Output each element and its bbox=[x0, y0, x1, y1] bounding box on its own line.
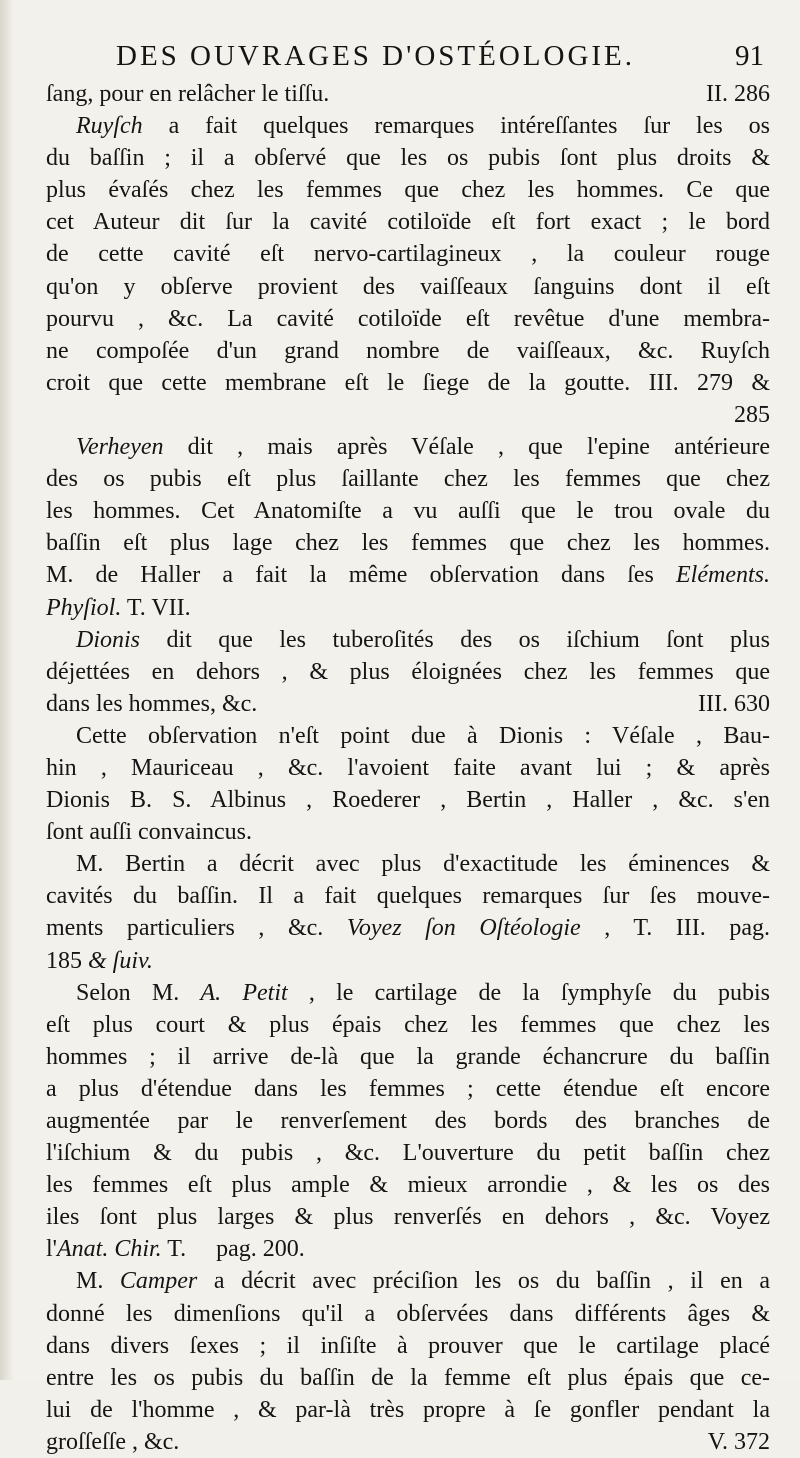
text-line: pourvu , &c. La cavité cotiloïde eſt revêtue d'une membra- bbox=[46, 305, 770, 332]
text-line: ments particuliers , &c. Voyez ſon Oſtéologie , T. III. pag. bbox=[46, 915, 770, 942]
text-line: les hommes. Cet Anatomiſte a vu auſſi que le trou ovale du bbox=[46, 498, 770, 525]
text-line: augmentée par le renverſement des bords des branches de bbox=[46, 1108, 770, 1134]
text-line: l'iſchium & du pubis , &c. L'ouverture du petit baſſin chez bbox=[46, 1140, 770, 1167]
volume-reference: V. 372 bbox=[707, 1428, 770, 1455]
text-line: groſſeſſe , &c. V. 372 bbox=[46, 1426, 770, 1458]
page-number: 91 bbox=[735, 40, 764, 72]
text-line: plus évaſés chez les femmes que chez les hommes. Ce que bbox=[46, 177, 770, 204]
text-line: 185 & ſuiv. bbox=[46, 947, 153, 974]
text-line: cet Auteur dit ſur la cavité cotiloïde eſt fort exact ; le bord bbox=[46, 209, 770, 236]
text-line: Dionis dit que les tuberoſités des os iſchium ſont plus bbox=[76, 626, 770, 653]
author-name: A. Petit bbox=[200, 979, 288, 1006]
volume-reference: II. 286 bbox=[706, 81, 770, 107]
text-line: entre les os pubis du baſſin de la femme eſt plus épais que ce- bbox=[46, 1364, 770, 1391]
text-line: donné les dimenſions qu'il a obſervées dans différents âges & bbox=[46, 1300, 770, 1327]
text-line: Phyſiol. T. VII. bbox=[46, 594, 191, 621]
text-line: Cette obſervation n'eſt point due à Dionis : Véſale , Bau- bbox=[76, 722, 770, 749]
text-line: iles ſont plus larges & plus renverſés en dehors , &c. Voyez bbox=[46, 1204, 770, 1231]
text-line: a plus d'étendue dans les femmes ; cette étendue eſt encore bbox=[46, 1075, 770, 1102]
text-line: hin , Mauriceau , &c. l'avoient faite avant lui ; & après bbox=[46, 754, 770, 781]
page-header bbox=[0, 38, 800, 82]
author-name: Ruyſch bbox=[76, 113, 143, 140]
text-line: Verheyen dit , mais après Véſale , que l'epine antérieure bbox=[76, 434, 770, 461]
text-line: dans les hommes, &c. III. 630 bbox=[46, 688, 770, 720]
text-line: déjettées en dehors , & plus éloignées chez les femmes que bbox=[46, 658, 770, 685]
text-line: ſang, pour en relâcher le tiſſu. II. 286 bbox=[46, 78, 770, 110]
text-line: M. Bertin a décrit avec plus d'exactitude les éminences & bbox=[76, 851, 770, 878]
text-line: qu'on y obſerve provient des vaiſſeaux ſanguins dont il eſt bbox=[46, 273, 770, 300]
text-line: ſont auſſi convaincus. bbox=[46, 819, 252, 846]
text-line: Ruyſch a fait quelques remarques intéreſſantes ſur les os bbox=[76, 113, 770, 140]
text-line: du baſſin ; il a obſervé que les os pubis ſont plus droits & bbox=[46, 145, 770, 172]
text-line: Dionis B. S. Albinus , Roederer , Bertin , Haller , &c. s'en bbox=[46, 787, 770, 814]
text-line: l'Anat. Chir. T. pag. 200. bbox=[46, 1236, 305, 1263]
text-line: baſſin eſt plus lage chez les femmes que chez les hommes. bbox=[46, 530, 770, 557]
text-line: lui de l'homme , & par-là très propre à ſe gonfler pendant la bbox=[46, 1396, 770, 1423]
text-line: les femmes eſt plus ample & mieux arrondie , & les os des bbox=[46, 1172, 770, 1199]
text-line: de cette cavité eſt nervo-cartilagineux , la couleur rouge bbox=[46, 241, 770, 268]
running-title: DES OUVRAGES D'OSTÉOLOGIE. bbox=[116, 40, 636, 72]
author-name: Verheyen bbox=[76, 434, 164, 461]
volume-reference: 285 bbox=[734, 401, 770, 428]
text-line: cavités du baſſin. Il a fait quelques remarques ſur ſes mouve- bbox=[46, 883, 770, 910]
text-line: croit que cette membrane eſt le ſiege de la goutte. III. 279 & bbox=[46, 369, 770, 396]
page-gutter-shadow bbox=[0, 0, 14, 1380]
text-line: M. de Haller a fait la même obſervation dans ſes Eléments. bbox=[46, 562, 770, 589]
text-line: eſt plus court & plus épais chez les femmes que chez les bbox=[46, 1011, 770, 1038]
volume-reference: III. 630 bbox=[698, 690, 770, 717]
text-line bbox=[46, 399, 770, 431]
author-name: Camper bbox=[119, 1268, 198, 1295]
text-line: ne compoſée d'un grand nombre de vaiſſeaux, &c. Ruyſch bbox=[46, 337, 770, 364]
text-line: Selon M. A. Petit , le cartilage de la ſymphyſe du pubis bbox=[76, 979, 770, 1006]
text-line: hommes ; il arrive de-là que la grande échancrure du baſſin bbox=[46, 1043, 770, 1070]
text-line: dans divers ſexes ; il inſiſte à prouver que le cartilage placé bbox=[46, 1332, 770, 1359]
text-line: M. Camper a décrit avec préciſion les os du baſſin , il en a bbox=[76, 1268, 770, 1295]
text-line: des os pubis eſt plus ſaillante chez les femmes que chez bbox=[46, 466, 770, 493]
author-name: Dionis bbox=[76, 626, 141, 653]
body-text bbox=[46, 78, 770, 1458]
